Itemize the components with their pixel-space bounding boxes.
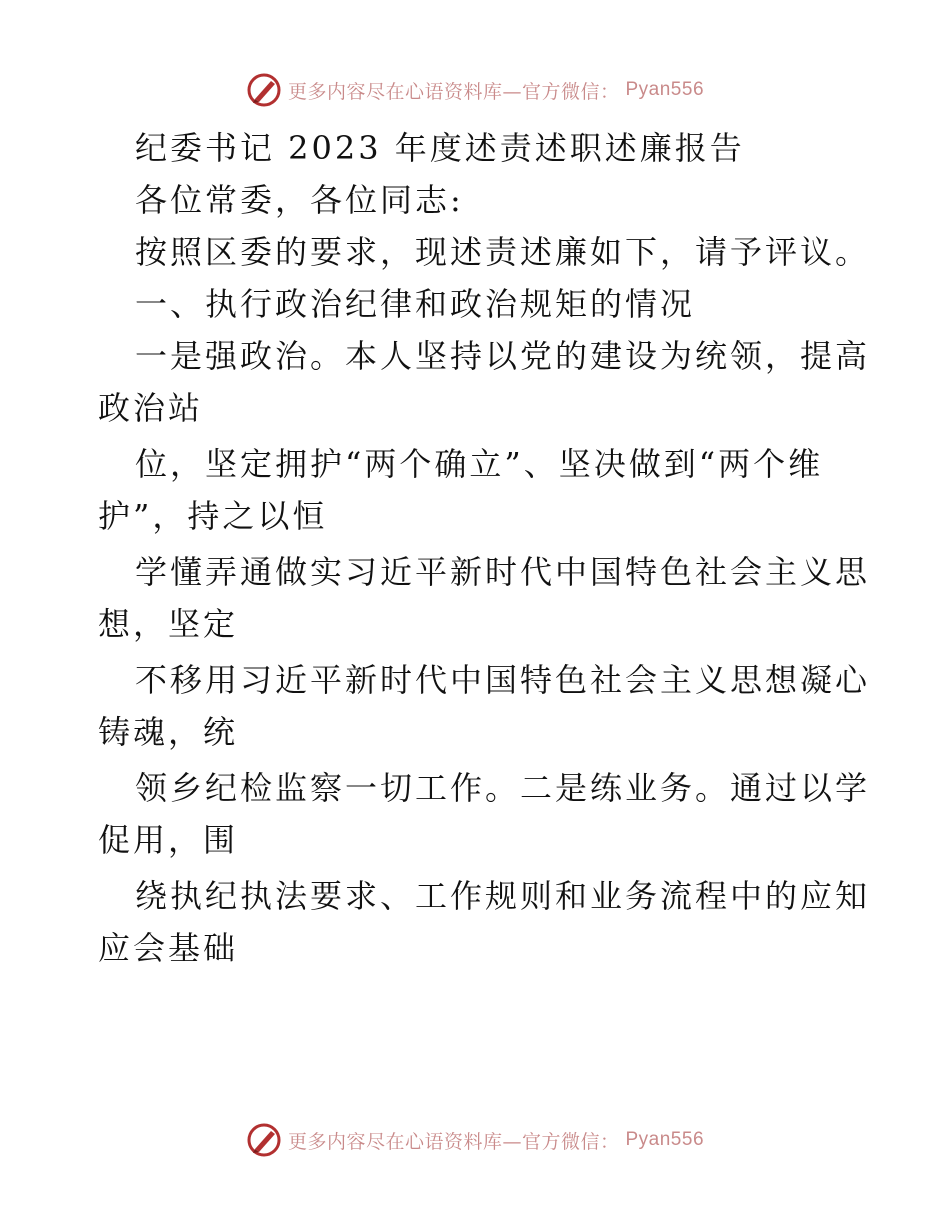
paragraph-line: 领乡纪检监察一切工作。二是练业务。通过以学 [135, 769, 871, 807]
paragraph-line: 学懂弄通做实习近平新时代中国特色社会主义思 [135, 553, 871, 591]
paragraph-line: 想，坚定 [98, 605, 239, 643]
paragraph-line: 铸魂，统 [98, 713, 239, 751]
paragraph-line: 位，坚定拥护“两个确立”、坚决做到“两个维 [135, 445, 824, 483]
paragraph-line: 政治站 [98, 389, 204, 427]
watermark-text: 更多内容尽在心语资料库—官方微信： [287, 1130, 620, 1153]
paragraph-line: 促用，围 [98, 821, 239, 859]
salutation: 各位常委，各位同志: [135, 181, 464, 219]
watermark-handle: Pyan556 [625, 79, 705, 100]
header-watermark [0, 70, 950, 110]
document-title: 纪委书记 2023 年度述责述职述廉报告 [135, 129, 745, 167]
paragraph-line: 应会基础 [98, 929, 239, 967]
section-heading: 一、执行政治纪律和政治规矩的情况 [135, 285, 696, 323]
paragraph-line: 按照区委的要求，现述责述廉如下，请予评议。 [135, 233, 871, 271]
paragraph-line: 不移用习近平新时代中国特色社会主义思想凝心 [135, 661, 871, 699]
watermark-text: 更多内容尽在心语资料库—官方微信： [287, 80, 620, 103]
paragraph-line: 一是强政治。本人坚持以党的建设为统领，提高 [135, 337, 871, 375]
document-body [98, 122, 871, 974]
red-pen-circle-logo [246, 72, 282, 108]
paragraph-line: 护”，持之以恒 [98, 497, 328, 535]
watermark-handle: Pyan556 [625, 1129, 705, 1150]
red-pen-circle-logo [246, 1122, 282, 1158]
footer-watermark [0, 1120, 950, 1160]
paragraph-line: 绕执纪执法要求、工作规则和业务流程中的应知 [135, 877, 871, 915]
